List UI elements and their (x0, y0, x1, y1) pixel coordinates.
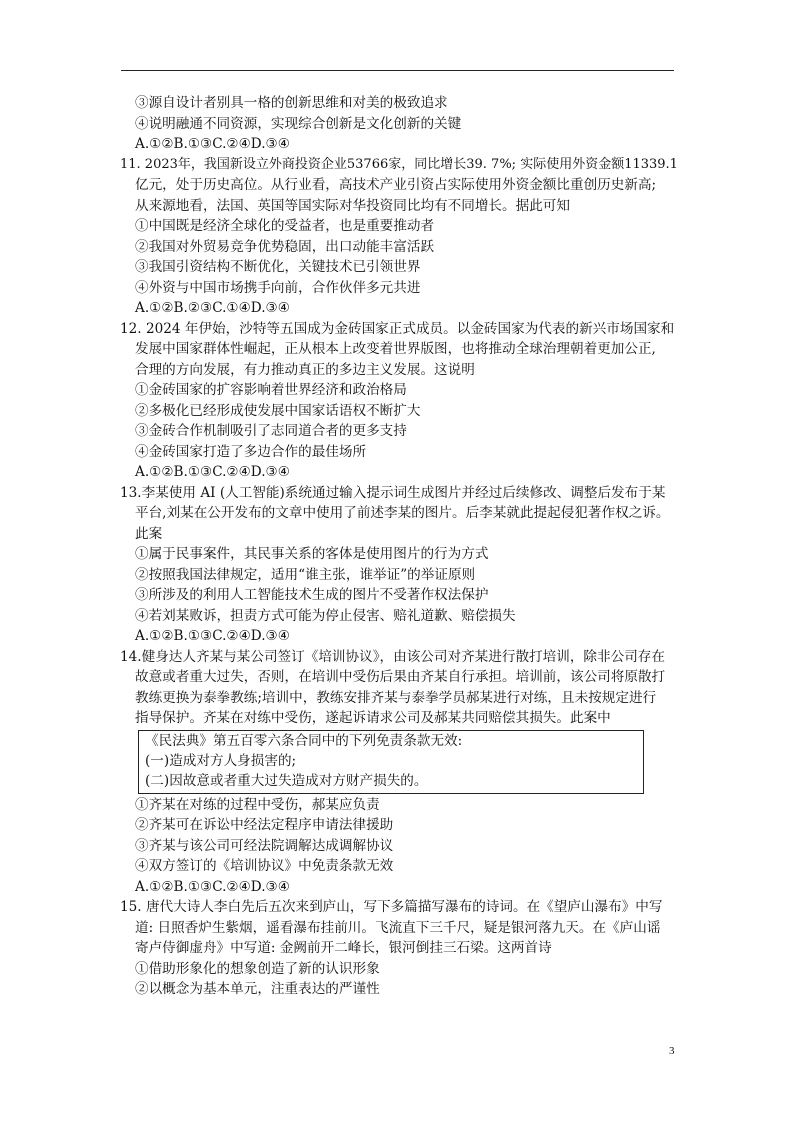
option-line: ③齐某与该公司可经法院调解达成调解协议 (135, 837, 394, 854)
question-stem-line: 合理的方向发展，有力推动真正的多边主义发展。这说明 (135, 361, 475, 378)
question-13 (120, 483, 680, 647)
question-stem-line: 15. 唐代大诗人李白先后五次来到庐山，写下多篇描写瀑布的诗词。在《望庐山瀑布》中写 (120, 899, 663, 915)
option-line: ②多极化已经形成使发展中国家话语权不断扩大 (135, 402, 421, 419)
option-line: ④双方签订的《培训协议》中免责条款无效 (135, 858, 394, 874)
question-stem-line: 寄卢侍御虚舟》中写道: 金阙前开二峰长，银河倒挂三石梁。这两首诗 (135, 940, 552, 956)
answer-choices: A.①②B.②③C.①④D.③④ (135, 300, 290, 316)
question-stem-line: 14.健身达人齐某与某公司签订《培训协议》，由该公司对齐某进行散打培训，除非公司存在 (120, 648, 665, 665)
option-line: ②齐某可在诉讼中经法定程序申请法律援助 (135, 817, 394, 833)
legal-excerpt-line: (二)因故意或者重大过失造成对方财产损失的。 (145, 772, 428, 789)
option-line: ③所涉及的利用人工智能技术生成的图片不受著作权法保护 (135, 587, 489, 603)
legal-excerpt-box (138, 730, 644, 794)
header-rule (121, 70, 674, 71)
exam-page (120, 93, 680, 1000)
option-line: ①属于民事案件，其民事关系的客体是使用图片的行为方式 (135, 546, 489, 562)
question-stem-line: 道: 日照香炉生紫烟，遥看瀑布挂前川。飞流直下三千尺，疑是银河落九天。在《庐山谣 (135, 919, 661, 936)
question-12 (120, 319, 680, 483)
answer-choices: A.①②B.①③C.②④D.③④ (135, 628, 290, 644)
question-11 (120, 155, 680, 319)
question-stem-line: 13.李某使用 AI (人工智能)系统通过输入提示词生成图片并经过后续修改、调整后发布于某 (120, 484, 666, 501)
option-line: ④外资与中国市场携手向前，合作伙伴多元共进 (135, 279, 421, 296)
question-14 (120, 647, 680, 898)
option-line: ②以概念为基本单元，注重表达的严谨性 (135, 981, 380, 997)
question-stem-line: 从来源地看，法国、英国等国实际对华投资同比均有不同增长。据此可知 (135, 197, 570, 214)
question-stem-line: 亿元，处于历史高位。从行业看，高技术产业引资占实际使用外资金额比重创历史新高; (135, 177, 657, 193)
question-15 (120, 897, 680, 1000)
option-line: ④若刘某败诉，担责方式可能为停止侵害、赔礼道歉、赔偿损失 (135, 607, 516, 624)
question-stem-line: 发展中国家群体性崛起，正从根本上改变着世界版图，也将推动全球治理朝着更加公正, (135, 341, 656, 357)
legal-excerpt-line: 《民法典》第五百零六条合同中的下列免责条款无效: (145, 732, 463, 749)
answer-choices: A.①②B.①③C.②④D.③④ (135, 464, 290, 480)
option-line: ④说明融通不同资源，实现综合创新是文化创新的关键 (135, 115, 462, 132)
option-line: ③我国引资结构不断优化，关键技术已引领世界 (135, 259, 421, 275)
answer-choices: A.①②B.①③C.②④D.③④ (135, 878, 290, 895)
option-line: ②我国对外贸易竞争优势稳固，出口动能丰富活跃 (135, 238, 435, 255)
option-line: ①齐某在对练的过程中受伤，郝某应负责 (135, 796, 380, 813)
answer-choices: A.①②B.①③C.②④D.③④ (135, 136, 290, 152)
option-line: ④金砖国家打造了多边合作的最佳场所 (135, 443, 367, 460)
legal-excerpt-line: (一)造成对方人身损害的; (145, 752, 297, 769)
question-stem-line: 指导保护。齐某在对练中受伤，遂起诉请求公司及郝某共同赔偿其损失。此案中 (135, 710, 611, 726)
page-number: 3 (669, 1045, 675, 1057)
question-stem-line: 故意或者重大过失，否则，在培训中受伤后果由齐某自行承担。培训前，该公司将原散打 (135, 669, 666, 685)
option-line: ③源自设计者别具一格的创新思维和对美的极致追求 (135, 95, 448, 111)
option-line: ②按照我国法律规定，适用“谁主张，谁举证”的举证原则 (135, 566, 476, 583)
option-line: ①中国既是经济全球化的受益者，也是重要推动者 (135, 218, 435, 234)
question-stem-line: 平台,刘某在公开发布的文章中使用了前述李某的图片。后李某就此提起侵犯著作权之诉。 (135, 505, 670, 521)
option-line: ①金砖国家的扩容影响着世界经济和政治格局 (135, 382, 407, 398)
option-line: ③金砖合作机制吸引了志同道合者的更多支持 (135, 423, 407, 439)
question-stem-line: 教练更换为泰拳教练;培训中，教练安排齐某与泰拳学员郝某进行对练，且未按规定进行 (135, 689, 657, 706)
option-line: ①借助形象化的想象创造了新的认识形象 (135, 960, 380, 977)
question-stem-line: 此案 (135, 525, 163, 542)
question-stem-line: 11. 2023年，我国新设立外商投资企业53766家，同比增长39. 7%; 实际使用外资金额11339.1 (120, 156, 678, 172)
question-stem-line: 12. 2024 年伊始，沙特等五国成为金砖国家正式成员。以金砖国家为代表的新兴市场国家和 (120, 320, 675, 337)
